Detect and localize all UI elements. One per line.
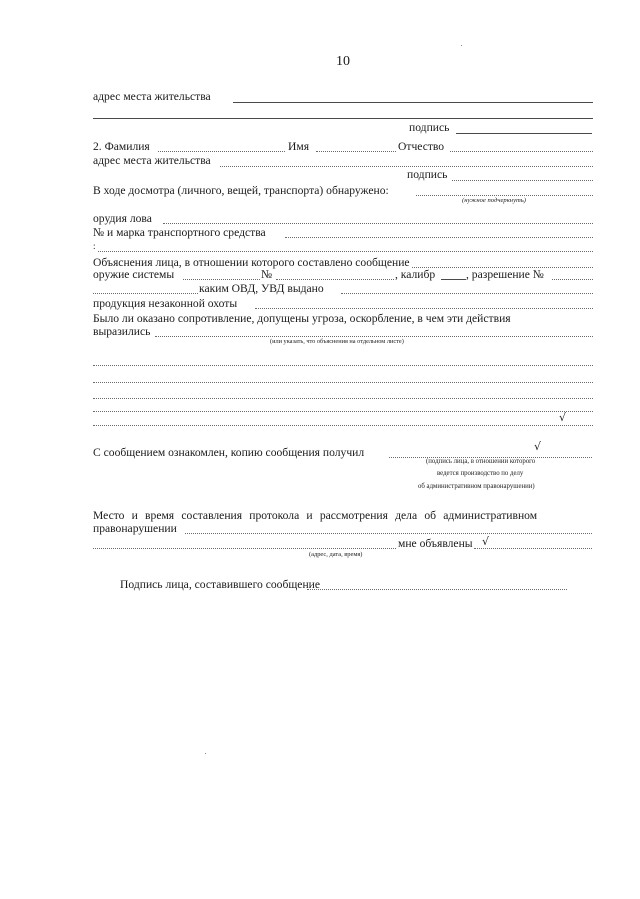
caliber-field[interactable] [441, 279, 466, 280]
signature-label-1: подпись [409, 121, 450, 134]
signature-label-2: подпись [407, 168, 448, 181]
check-mark-icon: √ [534, 440, 542, 453]
resistance-label: Было ли оказано сопротивление, допущены угроза, оскорбление, в чем эти действия [93, 312, 511, 325]
acquainted-hint-1: (подпись лица, в отношении которого [426, 458, 536, 465]
check-mark-icon: √ [559, 411, 567, 424]
explanation-line-2[interactable] [93, 382, 593, 383]
explanation-line-5[interactable] [93, 425, 593, 426]
illegal-products-label: продукция незаконной охоты [93, 297, 238, 310]
surname-label: 2. Фамилия [93, 140, 150, 153]
vehicle-field-continuation[interactable] [98, 251, 593, 252]
address-field-1[interactable] [233, 102, 593, 103]
issued-by-field[interactable] [341, 293, 593, 294]
explanation-line-1[interactable] [93, 365, 593, 366]
announcement-field[interactable] [474, 548, 592, 549]
name-label: Имя [288, 140, 310, 153]
hunting-tools-label: орудия лова [93, 212, 152, 225]
scan-speck [461, 45, 462, 46]
explanation-line-4[interactable] [93, 411, 593, 412]
issued-by-field-left[interactable] [93, 293, 198, 294]
caliber-label: , калибр [395, 268, 436, 281]
address-date-time-hint: (адрес, дата, время) [309, 551, 363, 558]
found-hint: (нужное подчеркнуть) [462, 197, 526, 204]
patronymic-label: Отчество [398, 140, 445, 153]
acquainted-hint-2: ведется производство по делу [437, 470, 524, 477]
hunting-tools-field[interactable] [163, 223, 593, 224]
place-time-field[interactable] [185, 533, 592, 534]
issued-by-label: каким ОВД, УВД выдано [199, 282, 324, 295]
acquainted-hint-3: об административном правонарушении) [418, 483, 535, 490]
resistance-label-continuation: выразились [93, 325, 151, 338]
composer-signature-field[interactable] [307, 589, 567, 590]
place-time-label: Место и время составления протокола и рассмотрения дела об административном [93, 509, 538, 522]
weapon-number-label: № [261, 268, 273, 281]
illegal-products-field[interactable] [255, 308, 593, 309]
address-field-1-continuation[interactable] [93, 118, 593, 119]
weapon-number-field[interactable] [276, 279, 394, 280]
vehicle-field[interactable] [285, 237, 593, 238]
announcement-field-left[interactable] [93, 548, 396, 549]
name-field[interactable] [316, 151, 396, 152]
surname-field[interactable] [158, 151, 285, 152]
resistance-hint: (или указать, что объяснения на отдельном листе) [270, 338, 404, 345]
address-field-2[interactable] [220, 166, 593, 167]
permit-field[interactable] [552, 279, 593, 280]
weapon-system-label: оружие системы [93, 268, 175, 281]
signature-field-1[interactable] [456, 133, 592, 134]
resistance-field[interactable] [155, 336, 593, 337]
scan-speck [205, 753, 206, 754]
found-label: В ходе досмотра (личного, вещей, транспорта) обнаружено: [93, 184, 389, 197]
address-label-2: адрес места жительства [93, 154, 211, 167]
check-mark-icon: √ [482, 535, 490, 548]
announced-label: мне объявлены [398, 537, 473, 550]
weapon-system-field[interactable] [183, 279, 260, 280]
explanation-line-3[interactable] [93, 398, 593, 399]
address-label-1: адрес места жительства [93, 90, 211, 103]
explanations-label: Объяснения лица, в отношении которого составлено сообщение [93, 256, 410, 269]
signature-field-2[interactable] [452, 180, 593, 181]
found-field[interactable] [416, 195, 593, 196]
patronymic-field[interactable] [450, 151, 593, 152]
composer-signature-label: Подпись лица, составившего сообщение [120, 578, 320, 591]
page-number: 10 [336, 54, 350, 69]
permit-label: , разрешение № [466, 268, 544, 281]
place-time-label-continuation: правонарушении [93, 522, 177, 535]
colon-mark: : [93, 241, 96, 251]
acquainted-label: С сообщением ознакомлен, копию сообщения получил [93, 446, 365, 459]
vehicle-label: № и марка транспортного средства [93, 226, 266, 239]
